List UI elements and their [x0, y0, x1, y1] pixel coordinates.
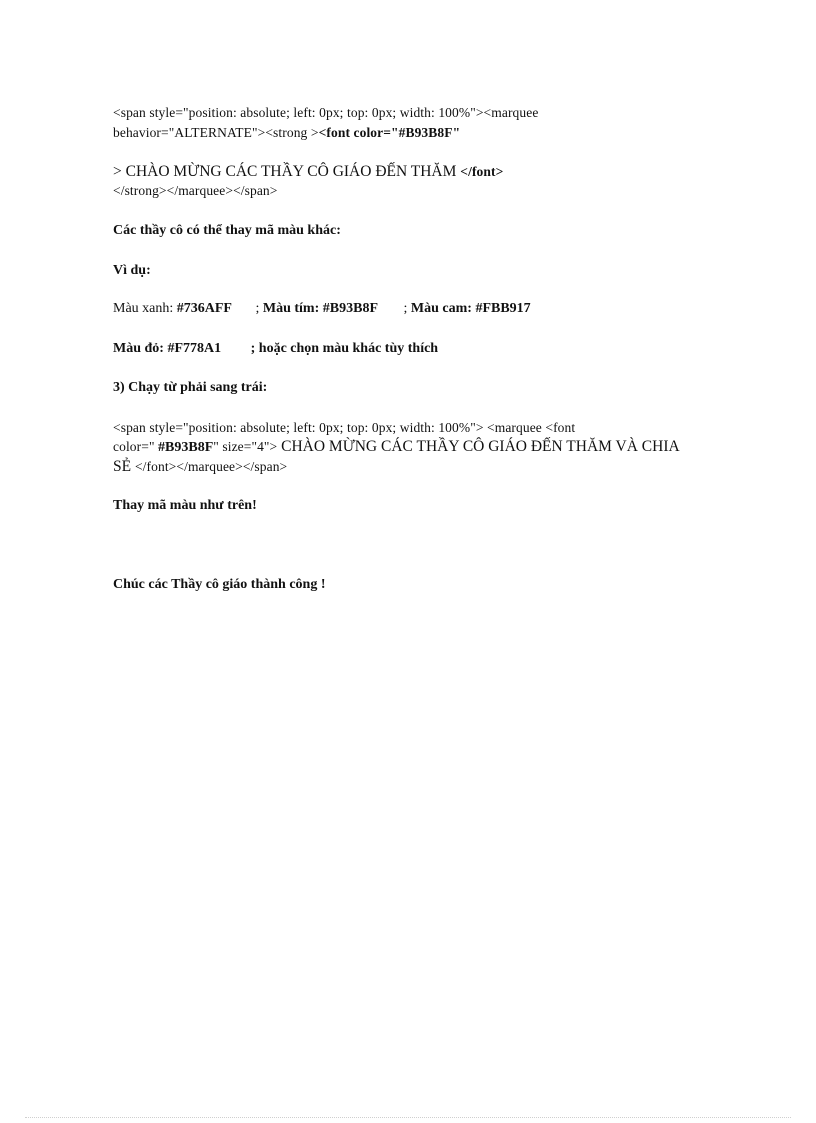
code-text: " size="4">: [213, 439, 278, 454]
code2-line-3: [113, 458, 287, 477]
color-label-orange: Màu cam:: [410, 301, 472, 316]
separator: ;: [251, 301, 263, 316]
code-line-4: [113, 182, 278, 200]
heading-text: 3) Chạy từ phải sang trái:: [113, 380, 268, 395]
code-text: behavior="ALTERNATE"><strong >: [113, 125, 319, 140]
paragraph-text: Các thầy cô có thể thay mã màu khác:: [113, 223, 341, 238]
color-list-2: [113, 340, 438, 358]
code-text: </font></marquee></span>: [134, 459, 288, 474]
code2-line-1: [113, 419, 575, 437]
code-text: <span style="position: absolute; left: 0px; top: 0px; width: 100%"> <marquee <font: [113, 420, 576, 435]
paragraph-text: Vì dụ:: [113, 263, 151, 278]
greeting-text: > CHÀO MỪNG CÁC THẦY CÔ GIÁO ĐẾN THĂM: [113, 163, 461, 180]
color-label-purple: Màu tím:: [262, 301, 320, 316]
code-line-2: [113, 124, 460, 142]
code-text: color=": [113, 439, 159, 454]
greeting-text: SẺ: [113, 458, 135, 475]
greeting-text: CHÀO MỪNG CÁC THẦY CÔ GIÁO ĐẾN THĂM VÀ CHIA: [277, 438, 680, 455]
separator: ;: [400, 301, 411, 316]
paragraph-text: Thay mã màu như trên!: [113, 498, 257, 513]
code-bold-text: #B93B8F: [158, 440, 214, 455]
color-list-1: [113, 300, 531, 318]
code-bold-text: </font>: [460, 164, 504, 179]
color-label-blue: Màu xanh:: [113, 301, 177, 316]
code2-line-2: [113, 438, 680, 457]
color-code-purple: #B93B8F: [319, 301, 378, 316]
code-line-1: [113, 104, 538, 122]
code-text: </strong></marquee></span>: [113, 183, 278, 198]
page-bottom-rule: [25, 1117, 791, 1118]
code-bold-text: <font color="#B93B8F": [318, 125, 461, 140]
code-text: <span style="position: absolute; left: 0px; top: 0px; width: 100%"><marquee: [113, 105, 539, 120]
color-label-red: Màu đỏ:: [113, 341, 168, 356]
color-note: ; hoặc chọn màu khác tùy thích: [247, 341, 439, 356]
color-code-blue: #736AFF: [176, 301, 232, 316]
heading-right-to-left: [113, 379, 267, 397]
color-code-orange: #FBB917: [471, 301, 531, 316]
color-code-red: #F778A1: [167, 341, 222, 356]
paragraph-same: [113, 497, 257, 515]
paragraph-wish: [113, 576, 325, 594]
paragraph-text: Chúc các Thầy cô giáo thành công !: [113, 577, 326, 592]
paragraph-example: [113, 262, 151, 280]
code-line-3: [113, 163, 503, 182]
paragraph-change-color: [113, 222, 341, 240]
